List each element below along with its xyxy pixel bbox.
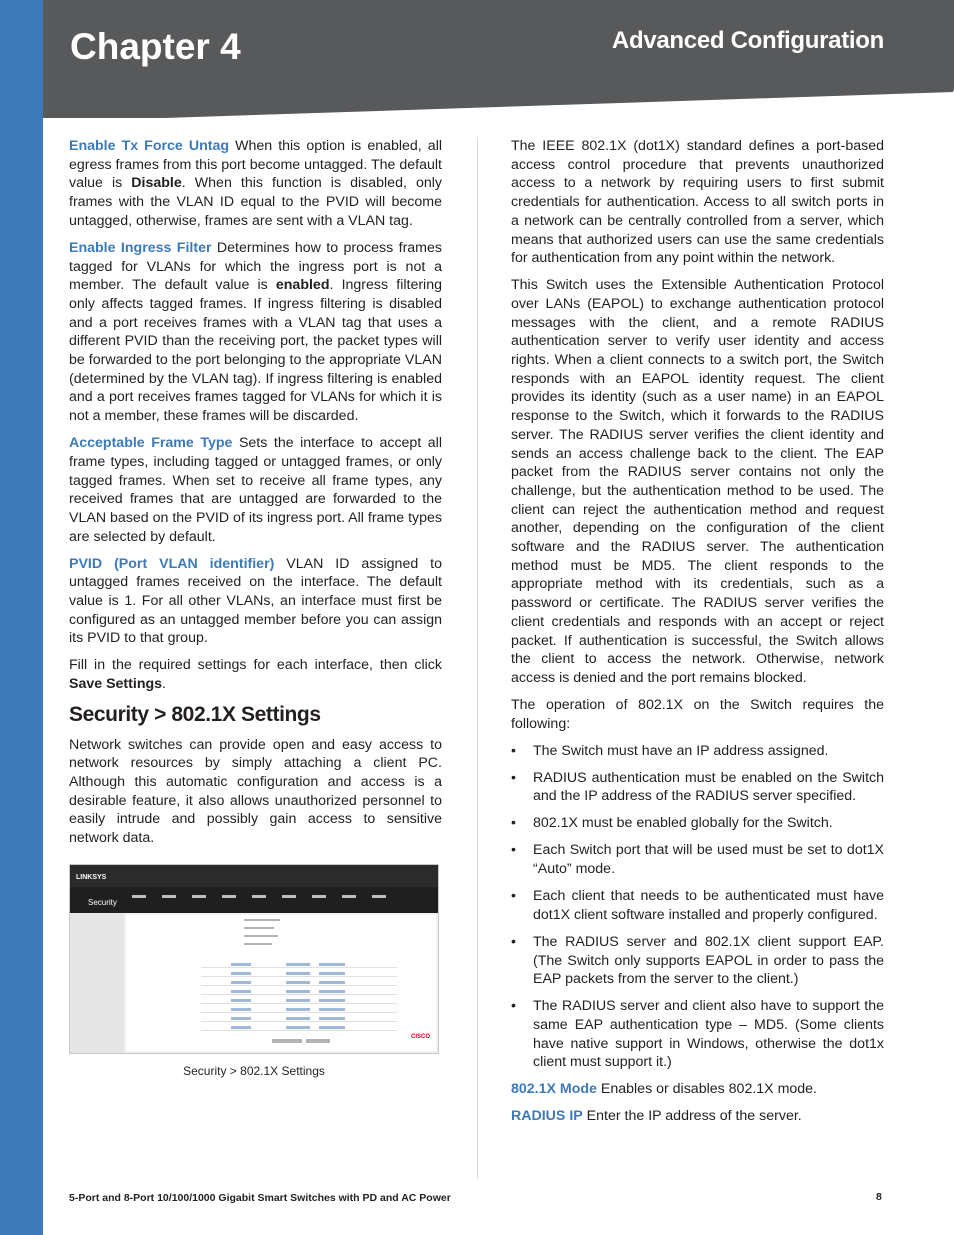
column-divider	[477, 137, 478, 1179]
text: Determines how to process frames tagged for VLANs for which the ingress port is not a member. The default value is	[69, 239, 442, 294]
paragraph: Network switches can provide open and easy access to network resources by simply attaching a client PC. Although this automatic configuration and access is a desirable feature, it also allows unauthorized personnel to easily intrude and possibly gain access to sensitive network data.	[69, 736, 442, 847]
figure-nav-title: Security	[88, 897, 117, 907]
figure-field	[244, 943, 272, 945]
text: Enter the IP address of the server.	[582, 1108, 802, 1125]
text: Enables or disables 802.1X mode.	[596, 1081, 817, 1098]
section-heading: Security > 802.1X Settings	[69, 702, 321, 726]
figure-nav-item	[132, 895, 146, 898]
text: . Ingress filtering only affects tagged frames. If ingress filtering is disabled and a port receives frames with a VLAN tag that uses a different PVID than the receiving port, the packet types will be forwarded to the port belonging to the appropriate VLAN (determined by the VLAN tag). If ingress filtering is enabled and a port receives frames tagged for VLANs for which it is not a member, these frames will be discarded.	[69, 277, 442, 425]
figure-table-row	[201, 988, 397, 995]
term-label: Enable Tx Force Untag	[69, 138, 230, 154]
list-item: • 802.1X must be enabled globally for the Switch.	[511, 814, 884, 833]
figure-content	[126, 915, 436, 1051]
right-column	[511, 137, 884, 1134]
screenshot-figure	[69, 864, 439, 1054]
left-column	[69, 137, 442, 1081]
figure-caption: Security > 802.1X Settings	[183, 1063, 325, 1078]
paragraph	[69, 656, 442, 693]
figure-button	[306, 1039, 330, 1043]
figure-table-row	[201, 979, 397, 986]
figure-table-row	[201, 961, 397, 968]
text: VLAN ID assigned to untagged frames received on the interface. The default value is 1. For all other VLANs, an interface must first be configured as an untagged member before you can assign its PVID to that group.	[69, 555, 443, 647]
requirements-list	[511, 742, 884, 1072]
text: When this option is enabled, all egress frames from this port become untagged. The default value is	[69, 138, 442, 192]
figure-table-row	[201, 970, 397, 977]
bold-text: Save Settings	[69, 676, 163, 693]
paragraph	[511, 1080, 884, 1099]
page-number: 8	[876, 1191, 882, 1203]
figure-nav-item	[342, 895, 356, 898]
list-item: • The RADIUS server and 802.1X client support EAP. (The Switch only supports EAPOL in order to pass the EAP packets from the server to the client.)	[511, 933, 884, 989]
paragraph: This Switch uses the Extensible Authentication Protocol over LANs (EAPOL) to exchange authentication protocol messages with the client, and a remote RADIUS authentication server to verify user identity and access rights. When a client connects to a switch port, the Switch responds with an EAPOL identity request. The client provides its identity (such as a user name) in an EAPOL response to the Switch, which it forwards to the RADIUS server. The RADIUS server verifies the client identity and sends an access challenge back to the client. The EAP packet from the RADIUS server contains not only the challenge, but the authentication method to be used. The client can reject the authentication method and request another, depending on the configuration of the client software and the RADIUS server. The authentication method must be MD5. The client responds to the appropriate method with its credentials, such as a password or certificate. The RADIUS server verifies the client credentials and responds with an accept or reject packet. If authentication is successful, the Switch allows the client to access the network. Otherwise, network access is denied and the port remains blocked.	[511, 277, 884, 686]
figure-table-row	[201, 997, 397, 1004]
linksys-logo: LINKSYS	[76, 873, 107, 881]
list-item: • The Switch must have an IP address assigned.	[511, 742, 884, 761]
figure-nav-item	[252, 895, 266, 898]
paragraph: The operation of 802.1X on the Switch requires the following:	[511, 696, 884, 732]
section-title: Advanced Configuration	[611, 27, 884, 54]
figure-field	[244, 935, 278, 937]
figure-navbar	[70, 887, 438, 913]
figure-table-row	[201, 1006, 397, 1013]
bold-text: Disable	[131, 175, 182, 192]
paragraph: The IEEE 802.1X (dot1X) standard defines a port-based access control procedure that prevents unauthorized access to a network by requiring users to first submit credentials for authentication. Access to all switch ports in a network can be centrally controlled from a server, which means that authorized users can use the same credentials for authentication from any point within the network.	[511, 138, 884, 267]
cisco-logo: CISCO	[410, 1034, 430, 1041]
term-label: 802.1X Mode	[511, 1081, 597, 1098]
figure-nav-item	[162, 895, 176, 898]
figure-topbar	[70, 865, 438, 887]
side-color-bar	[0, 0, 43, 1235]
paragraph	[69, 137, 442, 231]
paragraph	[511, 1107, 884, 1126]
text: Sets the interface to accept all frame types, including tagged or untagged frames, or only tagged frames. When set to receive all frame types, any received frames that are untagged are forwarded to the VLAN based on the PVID of its ingress port. All frame types are selected by default.	[69, 435, 442, 545]
figure-field	[244, 919, 280, 921]
term-label: RADIUS IP	[511, 1108, 583, 1125]
figure-nav-item	[372, 895, 386, 898]
figure-nav-item	[282, 895, 296, 898]
paragraph	[69, 239, 442, 426]
chapter-title: Chapter 4	[70, 26, 241, 67]
figure-table-row	[201, 1015, 397, 1022]
term-label: PVID (Port VLAN identifier)	[69, 555, 275, 572]
figure-nav-item	[192, 895, 206, 898]
list-item: • The RADIUS server and client also have to support the same EAP authentication type – MD5. (Some clients have native support in Windows, otherwise the dot1x client must support it.)	[511, 997, 884, 1072]
figure-nav-item	[222, 895, 236, 898]
figure-button	[272, 1039, 302, 1043]
paragraph	[69, 555, 442, 649]
term-label: Enable Ingress Filter	[69, 239, 212, 256]
list-item: • Each Switch port that will be used must be set to dot1X “Auto” mode.	[511, 841, 884, 878]
text: .	[162, 676, 166, 693]
list-item: • Each client that needs to be authenticated must have dot1X client software installed and properly configured.	[511, 887, 884, 924]
list-item: • RADIUS authentication must be enabled on the Switch and the IP address of the RADIUS server specified.	[511, 769, 884, 806]
paragraph	[69, 434, 442, 546]
figure-table-row	[201, 1024, 397, 1031]
bold-text: enabled	[275, 277, 330, 294]
figure-sidebar	[70, 913, 124, 1054]
figure-nav-item	[312, 895, 326, 898]
figure-field	[244, 927, 274, 929]
text: . When this function is disabled, only frames with the VLAN ID equal to the PVID will become untagged, otherwise, frames are sent with a VLAN tag.	[69, 175, 442, 229]
text: Fill in the required settings for each interface, then click	[69, 657, 442, 674]
term-label: Acceptable Frame Type	[69, 435, 233, 452]
footer-product: 5-Port and 8-Port 10/100/1000 Gigabit Smart Switches with PD and AC Power	[69, 1192, 451, 1204]
